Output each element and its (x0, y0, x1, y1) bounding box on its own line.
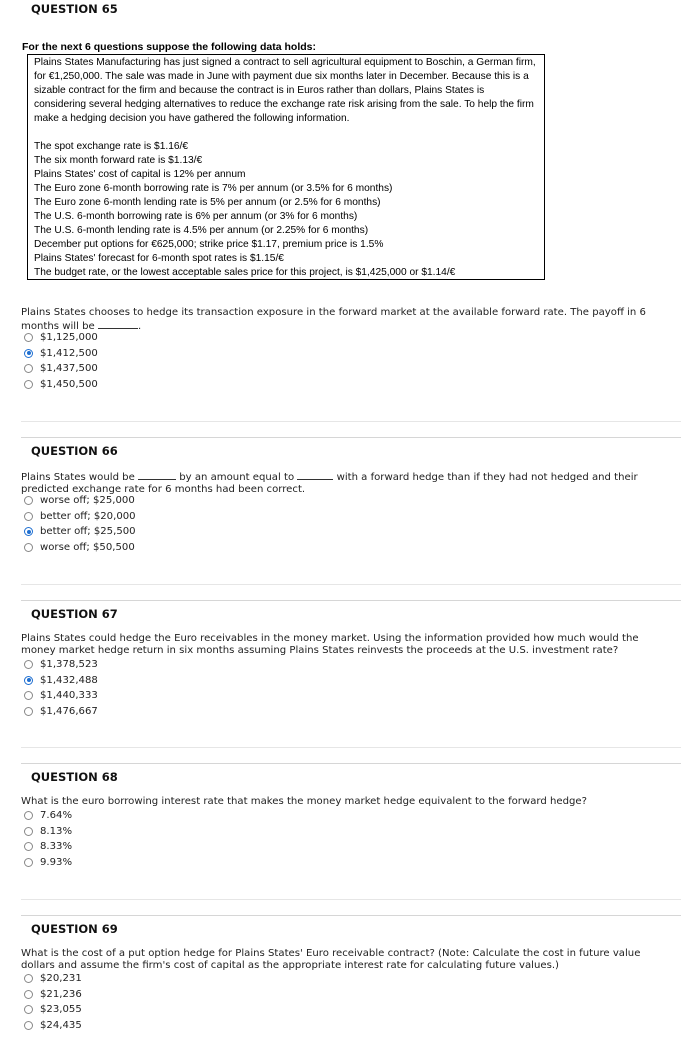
question-68-title: QUESTION 68 (31, 770, 118, 784)
fact-line: The U.S. 6-month lending rate is 4.5% per annum (or 2.25% for 6 months) (34, 225, 369, 236)
radio-button[interactable] (24, 496, 33, 505)
data-paragraph: Plains States Manufacturing has just signed a contract to sell agricultural equipment to Boschin, a German firm, for €1,250,000. The sale was made in June with payment due six months later in December. Because this is a sizable contract for the firm and because the contract is in Euros rather than dollars, Plains States is considering several hedging alternatives to reduce the exchange rate risk arising from the sale. To help the firm make a hedging decision you have gathered the following information. (34, 57, 536, 124)
option[interactable]: $1,412,500 (24, 346, 98, 362)
radio-button[interactable] (24, 364, 33, 373)
radio-button[interactable] (24, 660, 33, 669)
answer-blank (138, 470, 176, 480)
radio-button[interactable] (24, 527, 33, 536)
question-68-options (24, 808, 72, 870)
option[interactable]: $1,476,667 (24, 704, 98, 720)
option[interactable]: $1,432,488 (24, 673, 98, 689)
fact-line: Plains States' cost of capital is 12% per annum (34, 169, 246, 180)
answer-blank (98, 319, 138, 329)
divider (21, 421, 681, 422)
data-intro: For the next 6 questions suppose the following data holds: (22, 41, 317, 53)
data-box (27, 54, 545, 280)
radio-button[interactable] (24, 842, 33, 851)
question-67-text: Plains States could hedge the Euro receivables in the money market. Using the information provided how much would the money market hedge return in six months assuming Plains States reinvests the proceeds at the U.S. investment rate? (21, 633, 639, 656)
radio-button[interactable] (24, 349, 33, 358)
option[interactable]: worse off; $25,000 (24, 493, 136, 509)
option[interactable]: $1,378,523 (24, 657, 98, 673)
fact-line: The Euro zone 6-month lending rate is 5% per annum (or 2.5% for 6 months) (34, 197, 381, 208)
radio-button[interactable] (24, 380, 33, 389)
question-66-title: QUESTION 66 (31, 444, 118, 458)
option[interactable]: 9.93% (24, 855, 72, 871)
fact-line: The Euro zone 6-month borrowing rate is 7% per annum (or 3.5% for 6 months) (34, 183, 393, 194)
option[interactable]: worse off; $50,500 (24, 540, 136, 556)
option[interactable]: $1,440,333 (24, 688, 98, 704)
question-69-title: QUESTION 69 (31, 922, 118, 936)
radio-button[interactable] (24, 676, 33, 685)
question-69-text: What is the cost of a put option hedge for Plains States' Euro receivable contract? (Note: Calculate the cost in future value dollars and assume the firm's cost of capital as the appropriate interest rate for calculating future values.) (21, 948, 641, 971)
radio-button[interactable] (24, 858, 33, 867)
divider (21, 747, 681, 748)
answer-blank (297, 470, 333, 480)
question-67-title: QUESTION 67 (31, 607, 118, 621)
fact-line: The six month forward rate is $1.13/€ (34, 155, 203, 166)
option[interactable]: 8.13% (24, 824, 72, 840)
radio-button[interactable] (24, 333, 33, 342)
radio-button[interactable] (24, 1005, 33, 1014)
divider (21, 600, 681, 601)
radio-button[interactable] (24, 827, 33, 836)
fact-line: The U.S. 6-month borrowing rate is 6% per annum (or 3% for 6 months) (34, 211, 358, 222)
divider (21, 437, 681, 438)
question-65-text: Plains States chooses to hedge its transaction exposure in the forward market at the available forward rate. The payoff in 6 months will be . (21, 307, 646, 332)
fact-line: The budget rate, or the lowest acceptable sales price for this project, is $1,425,000 or $1.14/€ (34, 267, 456, 278)
radio-button[interactable] (24, 990, 33, 999)
question-65-title: QUESTION 65 (31, 2, 118, 16)
option[interactable]: $21,236 (24, 987, 82, 1003)
option[interactable]: better off; $20,000 (24, 509, 136, 525)
fact-line: Plains States' forecast for 6-month spot rates is $1.15/€ (34, 253, 284, 264)
option[interactable]: $23,055 (24, 1002, 82, 1018)
question-66-text: Plains States would be by an amount equal to with a forward hedge than if they had not hedged and their predicted exchange rate for 6 months had been correct. (21, 472, 638, 495)
radio-button[interactable] (24, 512, 33, 521)
question-69-options (24, 971, 82, 1033)
radio-button[interactable] (24, 707, 33, 716)
option[interactable]: better off; $25,500 (24, 524, 136, 540)
option[interactable]: $1,450,500 (24, 377, 98, 393)
question-67-options (24, 657, 98, 719)
option[interactable]: $1,125,000 (24, 330, 98, 346)
radio-button[interactable] (24, 691, 33, 700)
question-66-options (24, 493, 136, 555)
fact-line: December put options for €625,000; strike price $1.17, premium price is 1.5% (34, 239, 384, 250)
radio-button[interactable] (24, 543, 33, 552)
option[interactable]: 8.33% (24, 839, 72, 855)
divider (21, 584, 681, 585)
question-68-text: What is the euro borrowing interest rate that makes the money market hedge equivalent to the forward hedge? (21, 796, 587, 807)
divider (21, 899, 681, 900)
radio-button[interactable] (24, 1021, 33, 1030)
option[interactable]: $24,435 (24, 1018, 82, 1034)
option[interactable]: $20,231 (24, 971, 82, 987)
option[interactable]: $1,437,500 (24, 361, 98, 377)
radio-button[interactable] (24, 811, 33, 820)
divider (21, 763, 681, 764)
option[interactable]: 7.64% (24, 808, 72, 824)
fact-line: The spot exchange rate is $1.16/€ (34, 141, 189, 152)
divider (21, 915, 681, 916)
question-65-options (24, 330, 98, 392)
radio-button[interactable] (24, 974, 33, 983)
